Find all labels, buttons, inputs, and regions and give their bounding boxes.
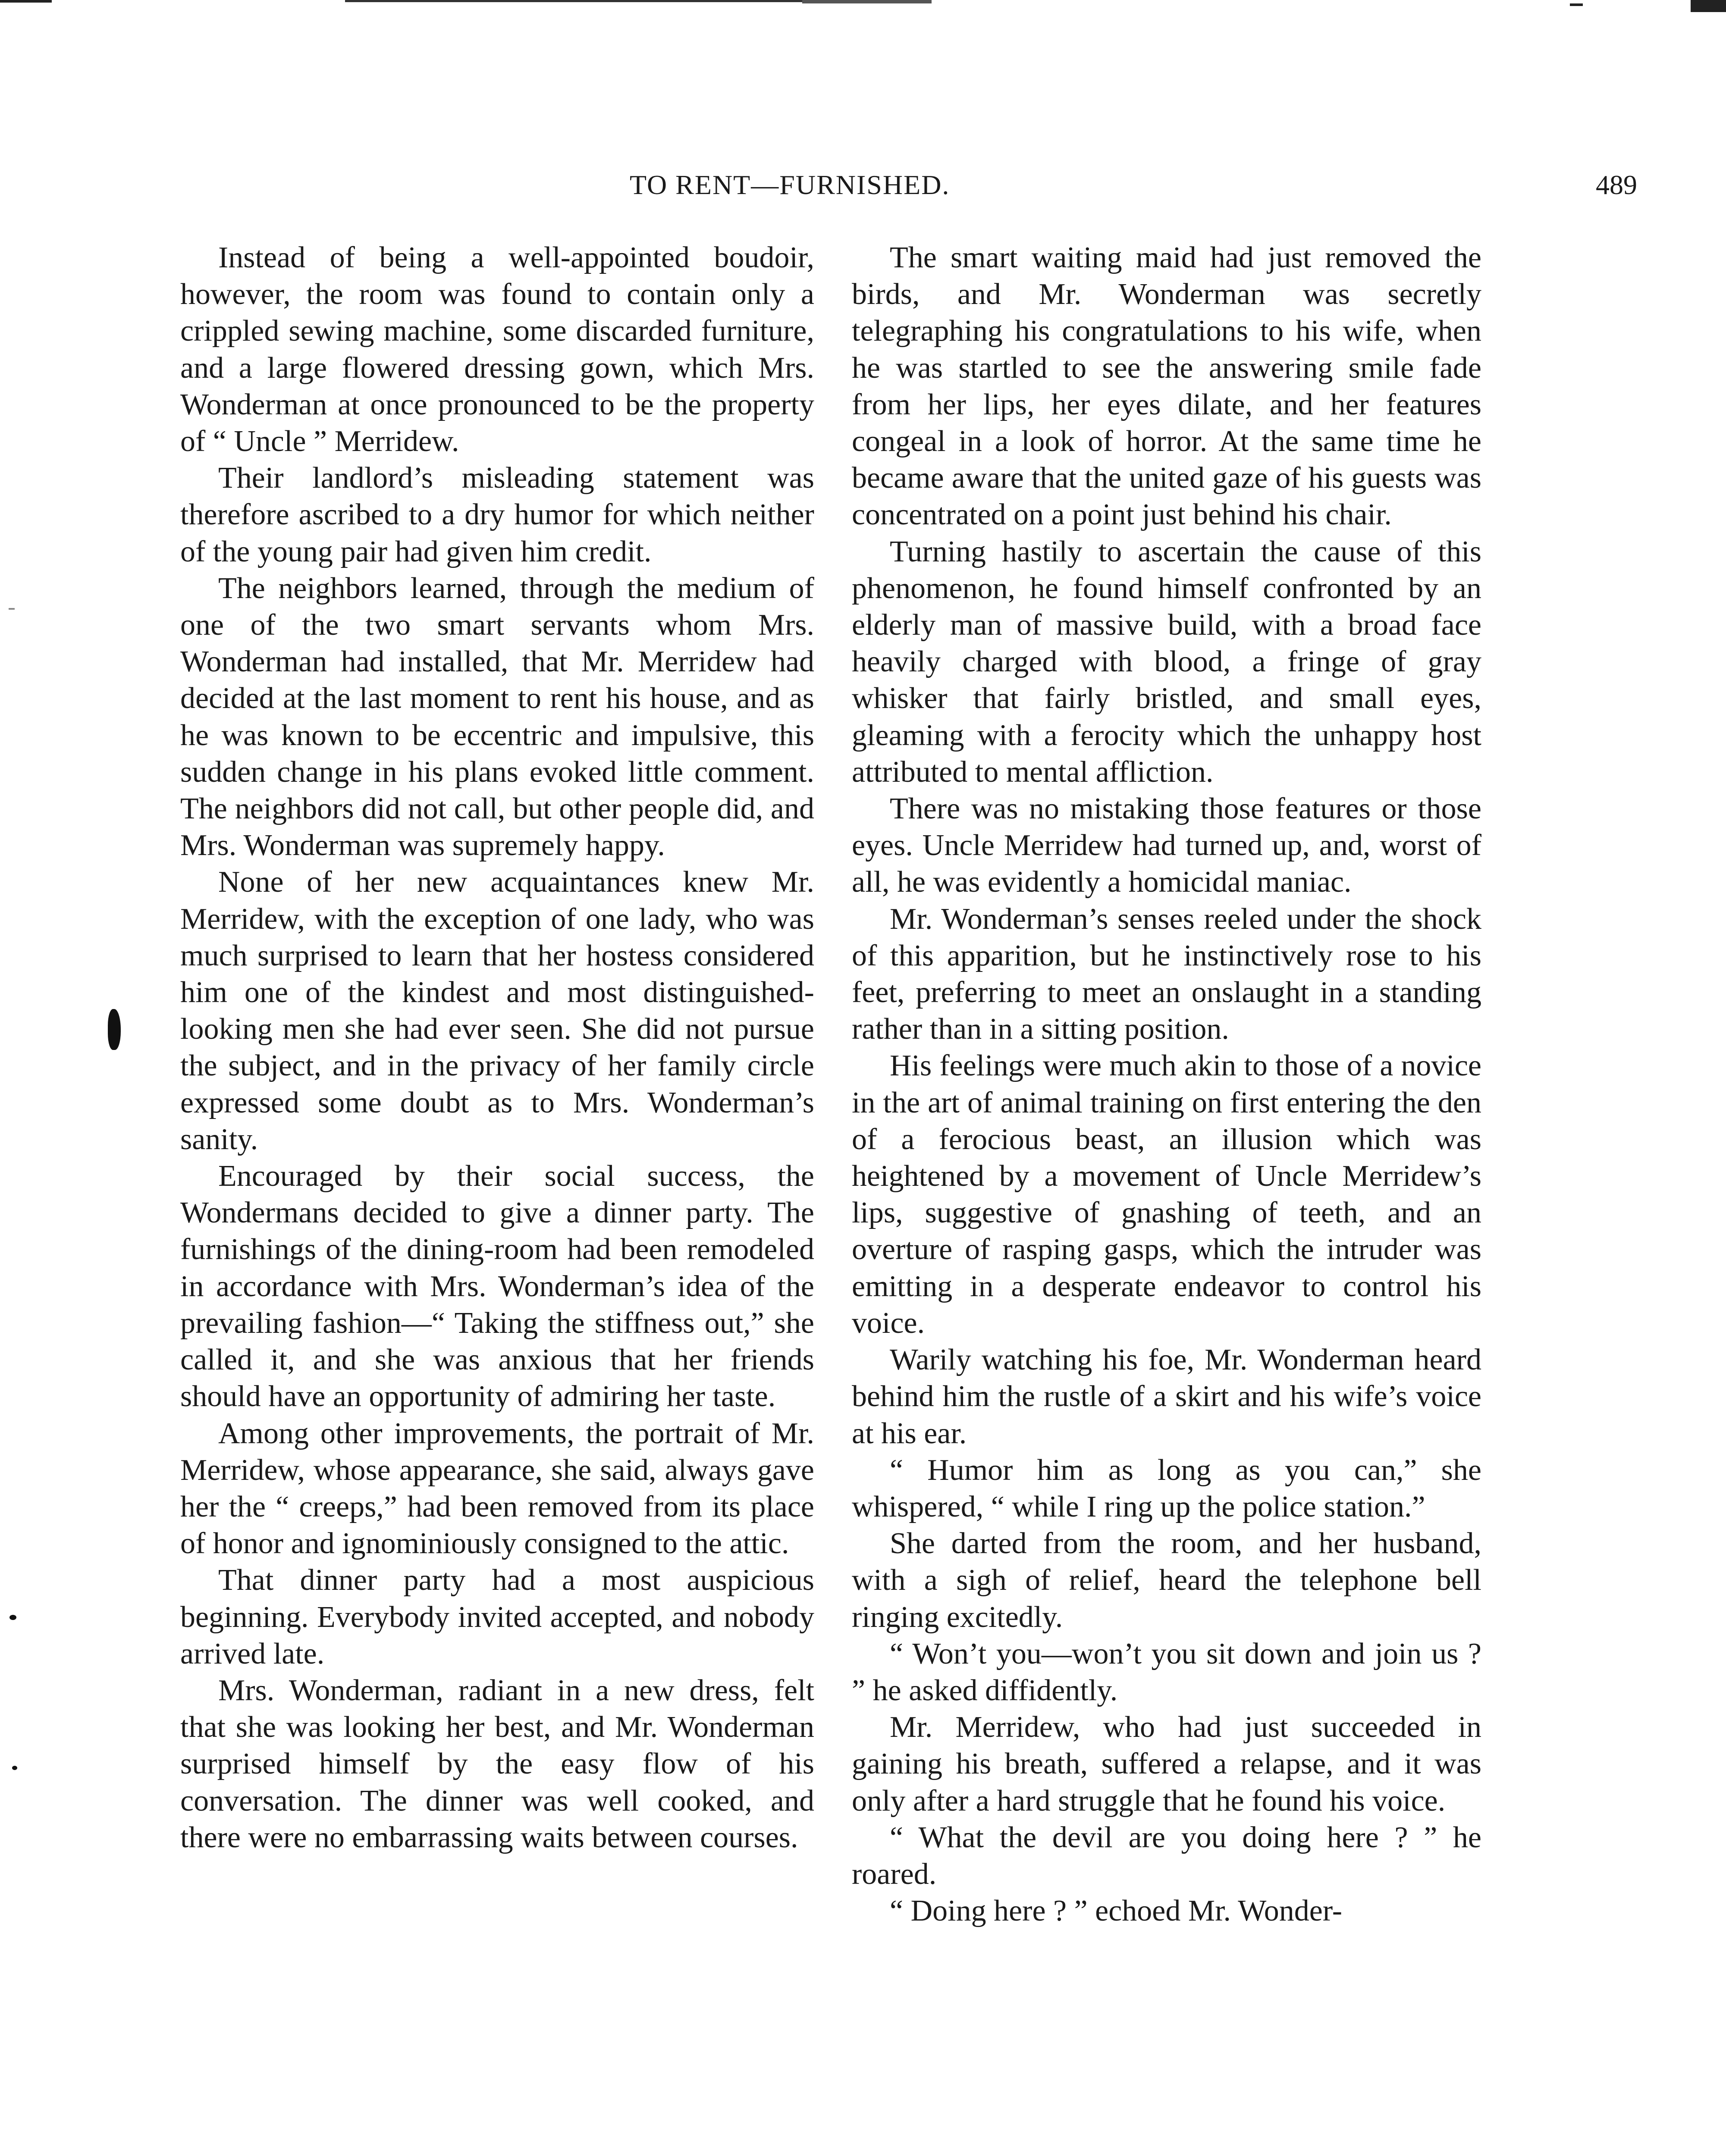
margin-ink-mark: [108, 1009, 121, 1050]
paragraph: “ Doing here ? ” echoed Mr. Wonder-: [890, 1894, 1343, 1928]
paragraph: Mr. Merridew, who had just succeeded in gaining his breath, suffered a relapse, and it was only after a hard struggle that he found his voice.: [852, 1711, 1481, 1818]
paragraph: That dinner party had a most auspicious beginning. Everybody invited accepted, and nobody arrived late.: [180, 1564, 814, 1670]
paragraph: None of her new acquaintances knew Mr. Merridew, with the exception of one lady, who was much surprised to learn that her hostess considered him one of the kindest and most distinguished-looking men she had ever seen. She did not pursue the subject, and in the privacy of her family circle expressed some doubt as to Mrs. Wonderman’s sanity.: [180, 865, 814, 1156]
paragraph: Instead of being a well-appointed boudoir, however, the room was found to contain only a crippled sewing machine, some discarded furniture, and a large flowered dressing gown, which Mrs. Wonderman at once pronounced to be the property of “ Uncle ” Merridew.: [180, 241, 814, 458]
scan-artifact: [1691, 0, 1726, 12]
paragraph: “ Humor him as long as you can,” she whispered, “ while I ring up the police station.”: [852, 1453, 1481, 1523]
scan-artifact: [345, 0, 828, 2]
margin-ink-mark: [12, 1766, 17, 1770]
paragraph: Their landlord’s misleading statement was therefore ascribed to a dry humor for which neither of the young pair had given him credit.: [180, 461, 814, 568]
left-column: [180, 239, 814, 1856]
paragraph: His feelings were much akin to those of a novice in the art of animal training on first entering the den of a ferocious beast, an illusion which was heightened by a movement of Uncle Merridew’s lips, suggestive of gnashing of teeth, and an overture of rasping gasps, which the intruder was emitting in a desperate endeavor to control his voice.: [852, 1049, 1481, 1340]
paragraph: The neighbors learned, through the medium of one of the two smart servants whom Mrs. Wonderman had installed, that Mr. Merridew had decided at the last moment to rent his house, and as he was known to be eccentric and impulsive, this sudden change in his plans evoked little comment. The neighbors did not call, but other people did, and Mrs. Wonderman was supremely happy.: [180, 571, 814, 862]
paragraph: There was no mistaking those features or those eyes. Uncle Merridew had turned up, and, worst of all, he was evidently a homicidal maniac.: [852, 792, 1481, 899]
paragraph: Encouraged by their social success, the Wondermans decided to give a dinner party. The furnishings of the dining-room had been remodeled in accordance with Mrs. Wonderman’s idea of the prevailing fashion—“ Taking the stiffness out,” she called it, and she was anxious that her friends should have an opportunity of admiring her taste.: [180, 1159, 814, 1413]
margin-ink-mark: [9, 608, 15, 610]
paragraph: “ What the devil are you doing here ? ” he roared.: [852, 1821, 1481, 1891]
scan-artifact: [802, 0, 932, 3]
paragraph: Warily watching his foe, Mr. Wonderman heard behind him the rustle of a skirt and his wife’s voice at his ear.: [852, 1343, 1481, 1450]
margin-ink-mark: [9, 1615, 16, 1620]
paragraph: Mr. Wonderman’s senses reeled under the shock of this apparition, but he instinctively rose to his feet, preferring to meet an onslaught in a standing rather than in a sitting position.: [852, 902, 1481, 1046]
paragraph: Among other improvements, the portrait of Mr. Merridew, whose appearance, she said, always gave her the “ creeps,” had been removed from its place of honor and ignominiously consigned to the attic.: [180, 1416, 814, 1561]
paragraph: Mrs. Wonderman, radiant in a new dress, felt that she was looking her best, and Mr. Wonderman surprised himself by the easy flow of his conversation. The dinner was well cooked, and there were no embarrassing waits between courses.: [180, 1673, 814, 1854]
paragraph: She darted from the room, and her husband, with a sigh of relief, heard the telephone bell ringing excitedly.: [852, 1527, 1481, 1634]
page-number: 489: [1596, 169, 1637, 200]
right-column: [852, 239, 1481, 1929]
paragraph: The smart waiting maid had just removed the birds, and Mr. Wonderman was secretly telegraphing his congratulations to his wife, when he was startled to see the answering smile fade from her lips, her eyes dilate, and her features congeal in a look of horror. At the same time he became aware that the united gaze of his guests was concentrated on a point just behind his chair.: [852, 241, 1481, 532]
running-header: [173, 169, 1637, 216]
scan-artifact: [0, 0, 52, 3]
paragraph: “ Won’t you—won’t you sit down and join us ? ” he asked diffidently.: [852, 1637, 1481, 1707]
scan-artifact: [1570, 3, 1583, 6]
running-title: TO RENT—FURNISHED.: [630, 169, 950, 200]
paragraph: Turning hastily to ascertain the cause of this phenomenon, he found himself confronted by an elderly man of massive build, with a broad face heavily charged with blood, a fringe of gray whisker that fairly bristled, and small eyes, gleaming with a ferocity which the unhappy host attributed to mental affliction.: [852, 535, 1481, 789]
